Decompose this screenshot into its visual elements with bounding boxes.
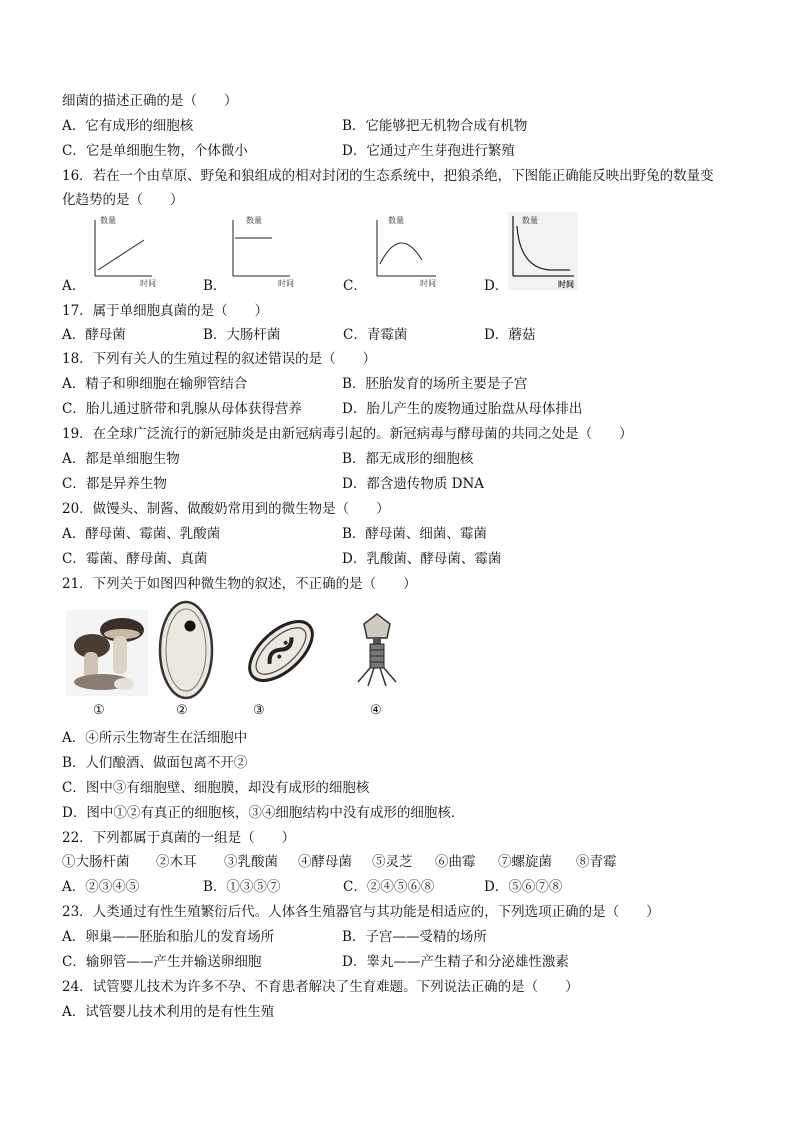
yeast-cell-illustration: [157, 598, 215, 706]
q17-option-a: A．酵母菌: [62, 327, 126, 343]
q16-option-d-label: D．: [484, 278, 509, 294]
graph-c-y-label: 数量: [388, 216, 404, 225]
bacterium-illustration: [238, 610, 324, 696]
graph-d-y-label: 数量: [522, 216, 538, 225]
q20-option-c: C．霉菌、酵母菌、真菌: [62, 551, 208, 567]
q16-option-c-label: C．: [343, 278, 367, 294]
q22-option-c: C．②④⑤⑥⑧: [343, 879, 435, 895]
q15-option-b: B．它能够把无机物合成有机物: [342, 118, 528, 134]
q18-option-b: B．胚胎发育的场所主要是子宫: [342, 376, 528, 392]
q19-stem: 19．在全球广泛流行的新冠肺炎是由新冠病毒引起的。新冠病毒与酵母菌的共同之处是（ ）: [62, 426, 633, 442]
q17-option-b: B．大肠杆菌: [203, 327, 281, 343]
q22-item-6: ⑥曲霉: [435, 854, 476, 870]
graph-c-x-label: 时间: [420, 279, 436, 288]
q16-graph-b: [228, 214, 298, 288]
q23-option-d: D．睾丸——产生精子和分泌雄性激素: [342, 954, 569, 970]
q20-option-b: B．酵母菌、细菌、霉菌: [342, 526, 487, 542]
q23-option-b: B．子宫——受精的场所: [342, 929, 487, 945]
q17-option-d: D．蘑菇: [484, 327, 536, 343]
q19-option-a: A．都是单细胞生物: [62, 451, 180, 467]
graph-c-curve: [380, 243, 422, 264]
q18-option-a: A．精子和卵细胞在输卵管结合: [62, 376, 248, 392]
virus-illustration: [352, 608, 402, 698]
q21-option-a: A．④所示生物寄生在活细胞中: [62, 730, 248, 746]
q16-stem-line1: 16．若在一个由草原、野兔和狼组成的相对封闭的生态系统中，把狼杀绝，下图能正确能反映出野兔的数量变: [62, 168, 714, 184]
mushroom-illustration: [66, 610, 148, 700]
q23-option-a: A．卵巢——胚胎和胎儿的发育场所: [62, 929, 275, 945]
q15-stem: 细菌的描述正确的是（ ）: [62, 93, 238, 109]
q24-option-a: A．试管婴儿技术利用的是有性生殖: [62, 1004, 275, 1020]
q22-stem: 22．下列都属于真菌的一组是（ ）: [62, 830, 296, 846]
q20-option-d: D．乳酸菌、酵母菌、霉菌: [342, 551, 502, 567]
q18-stem: 18．下列有关人的生殖过程的叙述错误的是（ ）: [62, 351, 377, 367]
q21-option-c: C．图中③有细胞壁、细胞膜，却没有成形的细胞核: [62, 780, 370, 796]
q16-stem-line2: 化趋势的是（ ）: [62, 192, 184, 208]
graph-b-x-label: 时间: [278, 279, 294, 288]
q22-option-a: A．②③④⑤: [62, 879, 140, 895]
q16-graph-a: [90, 214, 160, 288]
q19-option-d: D．都含遗传物质 DNA: [342, 476, 485, 492]
figure-label-1: ①: [93, 703, 105, 718]
q16-option-a-label: A．: [62, 278, 86, 294]
q20-option-a: A．酵母菌、霉菌、乳酸菌: [62, 526, 221, 542]
q22-item-2: ②木耳: [156, 854, 197, 870]
q23-option-c: C．输卵管——产生并输送卵细胞: [62, 954, 262, 970]
q16-graph-d: [508, 212, 578, 290]
figure-label-2: ②: [176, 703, 188, 718]
q22-item-3: ③乳酸菌: [224, 854, 278, 870]
q16-option-b-label: B．: [203, 278, 227, 294]
figure-label-3: ③: [253, 703, 265, 718]
q19-option-c: C．都是异养生物: [62, 476, 167, 492]
q21-stem: 21．下列关于如图四种微生物的叙述，不正确的是（ ）: [62, 576, 417, 592]
q21-option-d: D．图中①②有真正的细胞核，③④细胞结构中没有成形的细胞核．: [62, 805, 465, 821]
q17-stem: 17．属于单细胞真菌的是（ ）: [62, 303, 269, 319]
q18-option-c: C．胎儿通过脐带和乳腺从母体获得营养: [62, 401, 302, 417]
graph-a-curve: [98, 240, 144, 270]
q21-option-b: B．人们酿酒、做面包离不开②: [62, 755, 248, 771]
q15-option-a: A．它有成形的细胞核: [62, 118, 194, 134]
q22-item-5: ⑤灵芝: [372, 854, 413, 870]
graph-a-x-label: 时间: [140, 279, 156, 288]
q23-stem: 23．人类通过有性生殖繁衍后代。人体各生殖器官与其功能是相适应的，下列选项正确的是（ ）: [62, 904, 660, 920]
q20-stem: 20．做馒头、制酱、做酸奶常用到的微生物是（ ）: [62, 501, 390, 517]
q15-option-d: D．它通过产生芽孢进行繁殖: [342, 143, 515, 159]
q22-item-1: ①大肠杆菌: [62, 854, 130, 870]
q22-item-7: ⑦螺旋菌: [498, 854, 552, 870]
q22-item-8: ⑧青霉: [576, 854, 617, 870]
graph-d-x-label: 时间: [558, 280, 574, 289]
q15-option-c: C．它是单细胞生物，个体微小: [62, 143, 248, 159]
graph-b-y-label: 数量: [246, 216, 262, 225]
q18-option-d: D．胎儿产生的废物通过胎盘从母体排出: [342, 401, 583, 417]
figure-label-4: ④: [370, 703, 382, 718]
q19-option-b: B．都无成形的细胞核: [342, 451, 474, 467]
q22-item-4: ④酵母菌: [298, 854, 352, 870]
q24-stem: 24．试管婴儿技术为许多不孕、不育患者解决了生育难题。下列说法正确的是（ ）: [62, 979, 579, 995]
q22-option-d: D．⑤⑥⑦⑧: [484, 879, 563, 895]
q17-option-c: C．青霉菌: [343, 327, 408, 343]
graph-a-y-label: 数量: [100, 216, 116, 225]
graph-d-curve: [517, 226, 570, 270]
q22-option-b: B．①③⑤⑦: [203, 879, 281, 895]
q16-graph-c: [372, 214, 442, 288]
